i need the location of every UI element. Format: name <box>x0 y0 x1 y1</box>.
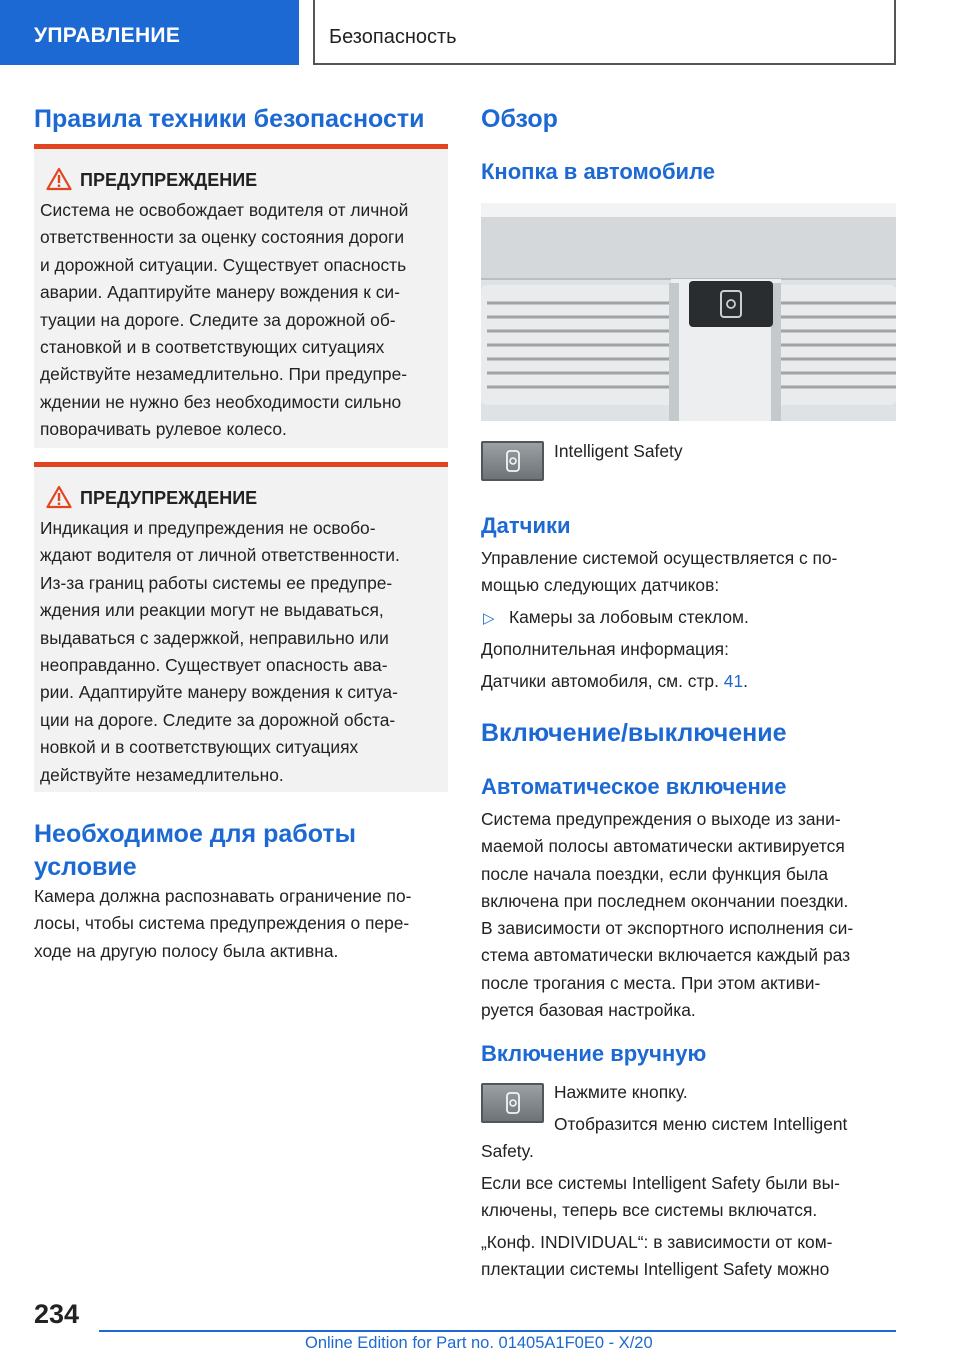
footer-divider <box>99 1330 896 1332</box>
warning-box-2 <box>34 462 448 792</box>
auto-text-1: Система предупреждения о выходе из зани- маемой полосы автоматически активируется после начала поездки, если функция была включена при последнем окончании поездки. <box>481 809 849 912</box>
subsection-title: Безопасность <box>313 0 896 65</box>
section-tab: УПРАВЛЕНИЕ <box>0 0 299 65</box>
auto-title: Автоматическое включение <box>481 774 787 799</box>
warning-label: ПРЕДУПРЕЖДЕНИЕ <box>80 170 258 190</box>
button-caption: Intelligent Safety <box>554 441 683 461</box>
bullet-triangle-icon: ▷ <box>483 610 495 627</box>
manual-press: Нажмите кнопку. <box>554 1082 688 1102</box>
manual-menu-line-2: Safety. <box>481 1141 534 1161</box>
warning-text-2: Индикация и предупреждения не освобо- ждают водителя от личной ответственности. Из-за границ работы системы ее предупре- ждения или реакции могут не выдаваться, выдаваться с задержкой, неправильно или неоправданно. Существует опасность ава- рии. Адаптируйте манеру вождения к ситуа- ции на дороге. Следите за дорожной обста- новкой и в соответствующих ситуациях действуйте незамедлительно. <box>40 518 400 785</box>
footer-edition: Online Edition for Part no. 01405A1F0E0 - X/20 <box>305 1334 653 1352</box>
warning-triangle-icon <box>46 485 72 509</box>
warning-triangle-icon <box>46 167 72 191</box>
warning-header <box>40 485 440 511</box>
car-sensor-icon <box>504 450 522 472</box>
warning-text-1: Система не освобождает водителя от личной ответственности за оценку состояния дороги и дорожной ситуации. Существует опасность аварии. Адаптируйте манеру вождения к си- туации на дороге. Следите за дорожной об- становкой и в соответствующих ситуациях действуйте незамедлительно. При предупре- ждении не нужно без необходимости сильно поворачивать рулевое колесо. <box>40 200 409 440</box>
page-link-41[interactable]: 41 <box>723 671 744 691</box>
conditions-title: Необходимое для работы условие <box>34 820 356 881</box>
manual-text: Если все системы Intelligent Safety были вы- ключены, теперь все системы включатся. <box>481 1173 840 1221</box>
manual-title: Включение вручную <box>481 1041 707 1066</box>
auto-text-2: В зависимости от экспортного исполнения си- стема автоматически включается каждый раз после трогания с места. При этом активи- руется базовая настройка. <box>481 918 854 1021</box>
sensors-bullet: Камеры за лобовым стеклом. <box>509 607 749 627</box>
warning-label: ПРЕДУПРЕЖДЕНИЕ <box>80 488 258 508</box>
button-title: Кнопка в автомобиле <box>481 159 715 184</box>
manual-menu-line-1: Отобразится меню систем Intelligent <box>554 1114 848 1134</box>
more-info-label: Дополнительная информация: <box>481 639 729 659</box>
sensors-title: Датчики <box>481 513 571 538</box>
onoff-title: Включение/выключение <box>481 719 787 747</box>
conditions-text: Камера должна распознавать ограничение по- лосы, чтобы система предупреждения о пере- ходе на другую полосу была активна. <box>34 886 412 961</box>
page-title: Правила техники безопасности <box>34 105 425 133</box>
warning-header <box>40 167 440 193</box>
intelligent-safety-button-icon <box>481 1083 544 1123</box>
dashboard-illustration <box>481 203 896 421</box>
individual-text: „Конф. INDIVIDUAL“: в зависимости от ком- плектации системы Intelligent Safety можно <box>481 1232 833 1280</box>
overview-title: Обзор <box>481 105 558 133</box>
car-button-photo <box>481 203 896 421</box>
warning-box-1 <box>34 144 448 448</box>
intelligent-safety-button-icon <box>481 441 544 481</box>
sensors-reference: Датчики автомобиля, см. стр. 41. <box>481 671 748 691</box>
car-sensor-icon <box>504 1092 522 1114</box>
page-number: 234 <box>34 1299 80 1329</box>
sensors-text: Управление системой осуществляется с по- мощью следующих датчиков: <box>481 548 838 596</box>
